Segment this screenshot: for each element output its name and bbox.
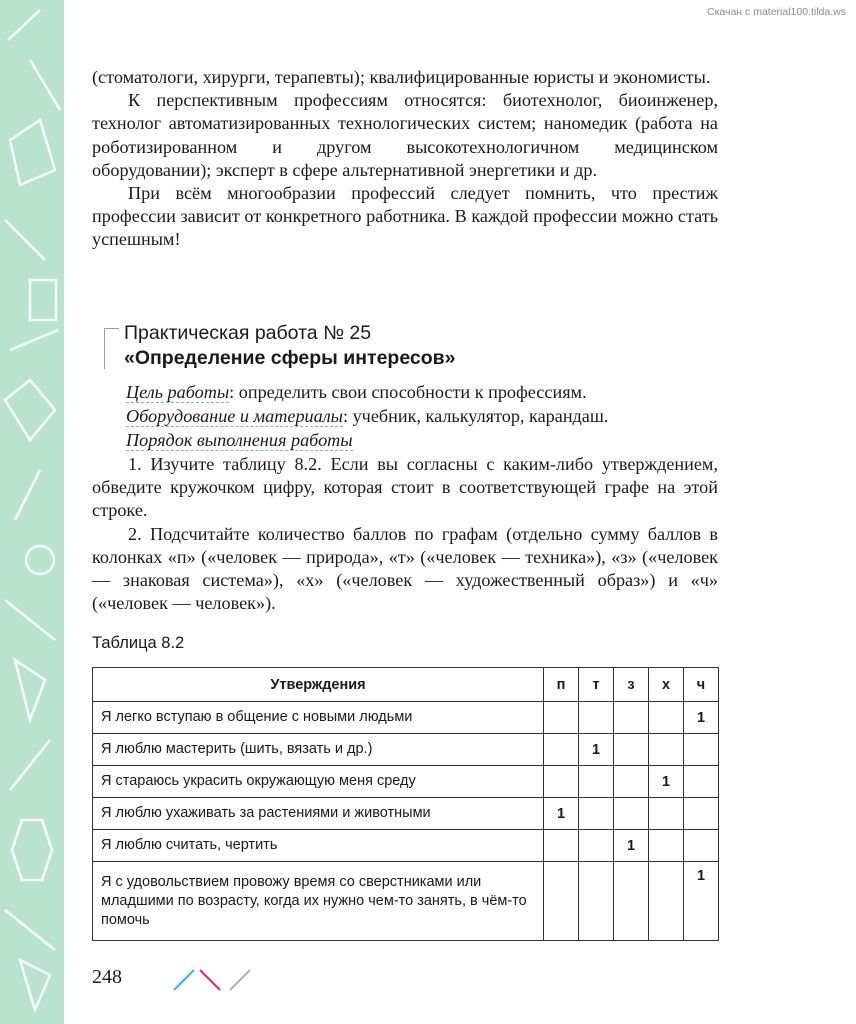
header-p: п	[544, 668, 579, 702]
score-cell[interactable]: 1	[579, 734, 614, 766]
table-row	[93, 830, 719, 862]
score-cell[interactable]: 1	[684, 862, 719, 941]
score-cell[interactable]: 1	[614, 830, 649, 862]
header-z: з	[614, 668, 649, 702]
practice-steps	[92, 453, 718, 615]
order-label: Порядок выполнения работы	[126, 430, 353, 450]
table-row	[93, 734, 719, 766]
goal-line	[126, 380, 726, 404]
statement-cell: Я с удовольствием провожу время со сверстниками или младшими по возрасту, когда их нужно чем-то занять, в чём-то помочь	[93, 862, 544, 941]
score-cell[interactable]	[614, 766, 649, 798]
score-cell[interactable]: 1	[684, 702, 719, 734]
score-cell[interactable]	[544, 830, 579, 862]
equipment-label: Оборудование и материалы	[126, 406, 343, 426]
watermark: Скачан с material100.tilda.ws	[706, 6, 846, 18]
geometric-pattern-icon	[0, 0, 64, 1024]
statement-cell: Я легко вступаю в общение с новыми людьми	[93, 702, 544, 734]
statement-cell: Я люблю ухаживать за растениями и животными	[93, 798, 544, 830]
score-cell[interactable]: 1	[649, 766, 684, 798]
score-cell[interactable]: 1	[544, 798, 579, 830]
paragraph: (стоматологи, хирурги, терапевты); квалифицированные юристы и экономисты.	[92, 67, 711, 87]
score-cell[interactable]	[649, 830, 684, 862]
practice-meta	[126, 380, 726, 452]
score-cell[interactable]	[649, 798, 684, 830]
step: 1. Изучите таблицу 8.2. Если вы согласны с каким-либо утверждением, обведите кружочком цифру, которая стоит в соответствующей графе на этой строке.	[92, 454, 718, 521]
heading-bracket	[104, 328, 119, 369]
goal-label: Цель работы	[126, 382, 230, 402]
page-number: 248	[92, 966, 122, 988]
paragraph: К перспективным профессиям относятся: биотехнолог, биоинженер, технолог автоматизированных технологических систем; наномедик (работа на роботизированном и другом высокотехнологичном медицинском оборудовании); эксперт в сфере альтернативной энергетики и др.	[92, 90, 718, 180]
score-cell[interactable]	[544, 862, 579, 941]
table-row	[93, 702, 719, 734]
score-cell[interactable]	[544, 702, 579, 734]
score-cell[interactable]	[579, 766, 614, 798]
score-cell[interactable]	[579, 830, 614, 862]
decorative-side-band	[0, 0, 64, 1024]
table-caption: Таблица 8.2	[92, 634, 185, 652]
practice-heading	[104, 320, 724, 370]
order-line	[126, 428, 726, 452]
score-cell[interactable]	[614, 862, 649, 941]
intro-text	[92, 66, 718, 252]
header-h: х	[649, 668, 684, 702]
score-cell[interactable]	[614, 798, 649, 830]
score-cell[interactable]	[579, 702, 614, 734]
score-cell[interactable]	[684, 734, 719, 766]
equipment-line	[126, 404, 726, 428]
header-statements: Утверждения	[93, 668, 544, 702]
goal-text: : определить свои способности к профессиям.	[229, 382, 587, 402]
table-row	[93, 798, 719, 830]
score-cell[interactable]	[684, 830, 719, 862]
score-cell[interactable]	[544, 734, 579, 766]
table-header-row	[93, 668, 719, 702]
statement-cell: Я люблю считать, чертить	[93, 830, 544, 862]
header-ch: ч	[684, 668, 719, 702]
statements-table	[92, 667, 719, 941]
score-cell[interactable]	[544, 766, 579, 798]
score-cell[interactable]	[649, 862, 684, 941]
statement-cell: Я стараюсь украсить окружающую меня среду	[93, 766, 544, 798]
score-cell[interactable]	[614, 702, 649, 734]
page-decoration-icon	[170, 968, 260, 992]
table-row	[93, 766, 719, 798]
score-cell[interactable]	[649, 702, 684, 734]
practice-title: Практическая работа № 25	[124, 322, 372, 344]
step: 2. Подсчитайте количество баллов по графам (отдельно сумму баллов в колонках «п» («человек — природа», «т» («человек — техника»), «з» («человек — знаковая система»), «х» («человек — художественный образ») и «ч» («человек — человек»).	[92, 523, 718, 614]
equipment-text: : учебник, калькулятор, карандаш.	[342, 406, 609, 426]
header-t: т	[579, 668, 614, 702]
practice-subtitle: «Определение сферы интересов»	[124, 347, 456, 369]
table-row	[93, 862, 719, 941]
score-cell[interactable]	[614, 734, 649, 766]
score-cell[interactable]	[579, 798, 614, 830]
score-cell[interactable]	[649, 734, 684, 766]
paragraph: При всём многообразии профессий следует помнить, что престиж профессии зависит от конкретного работника. В каждой профессии можно стать успешным!	[92, 183, 718, 250]
statement-cell: Я люблю мастерить (шить, вязать и др.)	[93, 734, 544, 766]
score-cell[interactable]	[684, 798, 719, 830]
score-cell[interactable]	[684, 766, 719, 798]
score-cell[interactable]	[579, 862, 614, 941]
